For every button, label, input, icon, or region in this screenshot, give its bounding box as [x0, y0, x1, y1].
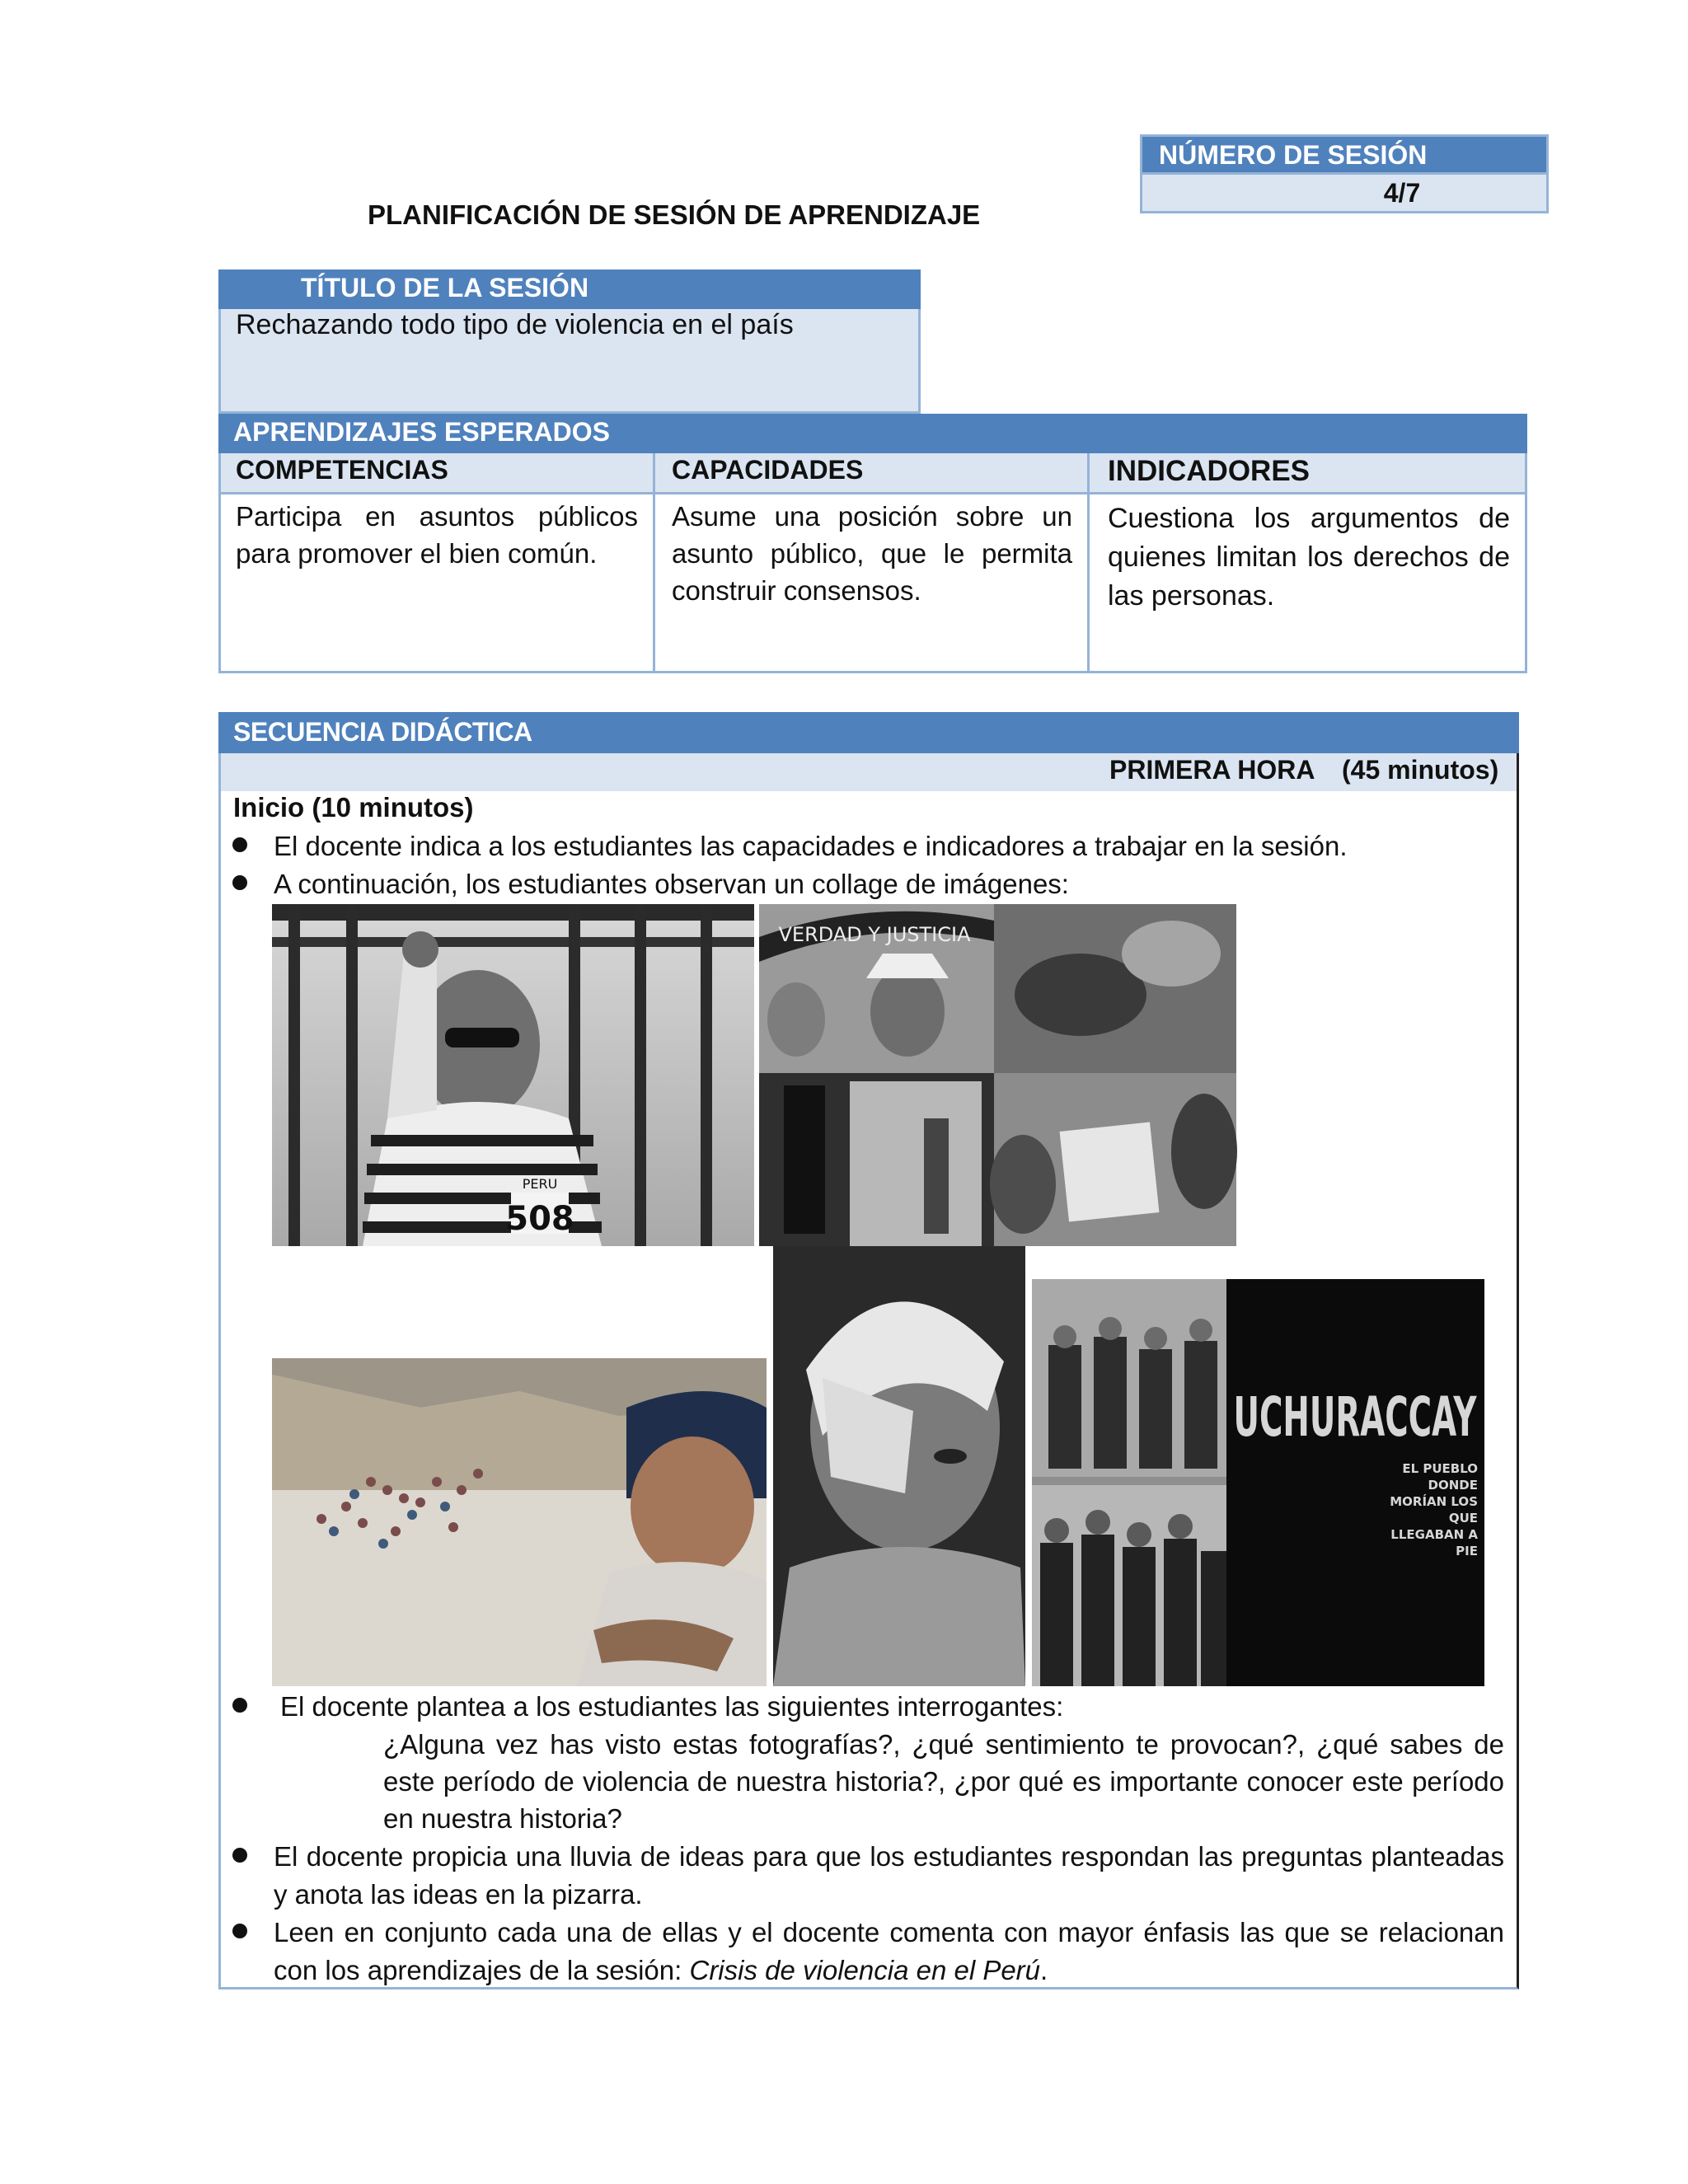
bullet-4-text: El docente propicia una lluvia de ideas para que los estudiantes respondan las preguntas planteadas y anota las ideas en la pizarra.: [274, 1841, 1504, 1910]
prisoner-number-text: 508: [505, 1200, 574, 1238]
bullet-dot: [232, 837, 247, 852]
bullet-5-suffix: .: [1040, 1955, 1048, 1985]
bullet-3: [232, 1688, 1518, 1726]
inicio-heading: Inicio (10 minutos): [233, 792, 474, 823]
questions-text: ¿Alguna vez has visto estas fotografías?, ¿qué sentimiento te provocan?, ¿qué sabes de este período de violencia de nuestra historia?, ¿por qué es importante conocer este período en nuestra historia?: [383, 1729, 1504, 1834]
bullet-5: [232, 1914, 1518, 1990]
bullet-5-prefix: Leen en conjunto cada una de ellas y el docente comenta con mayor énfasis las que se relacionan con los aprendizajes de la sesión:: [274, 1917, 1504, 1985]
session-number-header: NÚMERO DE SESIÓN: [1140, 134, 1549, 175]
bullet-5-italic: Crisis de violencia en el Perú: [689, 1955, 1041, 1985]
bullet-dot: [232, 1698, 247, 1713]
aprendizajes-header: APRENDIZAJES ESPERADOS: [218, 414, 1527, 453]
photo-uchuraccay-group: [1032, 1279, 1226, 1686]
bullet-3-text: El docente plantea a los estudiantes las siguientes interrogantes:: [280, 1691, 1064, 1722]
bullet-4: [232, 1838, 1518, 1914]
bullet-dot: [232, 1924, 247, 1938]
bullet-2-text: A continuación, los estudiantes observan un collage de imágenes:: [274, 869, 1069, 899]
poster-subtitle-text: EL PUEBLO DONDE MORÍAN LOS QUE LLEGABAN A PIE: [1390, 1461, 1478, 1558]
page-title: PLANIFICACIÓN DE SESIÓN DE APRENDIZAJE: [368, 199, 981, 230]
competencias-col-header: COMPETENCIAS: [218, 453, 655, 494]
bullet-1-text: El docente indica a los estudiantes las capacidades e indicadores a trabajar en la sesión.: [274, 831, 1348, 861]
hora-label: PRIMERA HORA: [1109, 755, 1315, 785]
competencia-cell: Participa en asuntos públicos para promover el bien común.: [218, 492, 655, 673]
primera-hora-row: [221, 753, 1517, 791]
photo-collage-grid: [759, 904, 1236, 1246]
bullet-2: [232, 865, 1518, 903]
capacidades-col-header: CAPACIDADES: [653, 453, 1090, 494]
bullet-1: [232, 827, 1518, 865]
bullet-dot: [232, 875, 247, 890]
secuencia-header: SECUENCIA DIDÁCTICA: [218, 712, 1519, 753]
session-number-value: 4/7: [1140, 175, 1549, 213]
prisoner-country-text: PERU: [522, 1176, 558, 1192]
photo-boy-march: [272, 1358, 767, 1686]
duracion-label: (45 minutos): [1342, 755, 1499, 785]
session-title-header: TÍTULO DE LA SESIÓN: [218, 269, 921, 309]
poster-title-text: UCHURACCAY: [1233, 1385, 1478, 1449]
photo-prisoner: [272, 904, 754, 1246]
indicador-cell: Cuestiona los argumentos de quienes limitan los derechos de las personas.: [1087, 492, 1527, 673]
banner-text: VERDAD Y JUSTICIA: [778, 923, 971, 946]
indicadores-col-header: INDICADORES: [1087, 453, 1527, 494]
bullet-dot: [232, 1848, 247, 1863]
photo-uchuraccay-poster: [1226, 1279, 1484, 1686]
session-title-value: Rechazando todo tipo de violencia en el país: [218, 309, 921, 414]
capacidad-cell: Asume una posición sobre un asunto público, que le permita construir consensos.: [653, 492, 1090, 673]
photo-bandaged-man: [773, 1246, 1025, 1686]
bullet-5-text: [274, 1914, 1504, 1990]
